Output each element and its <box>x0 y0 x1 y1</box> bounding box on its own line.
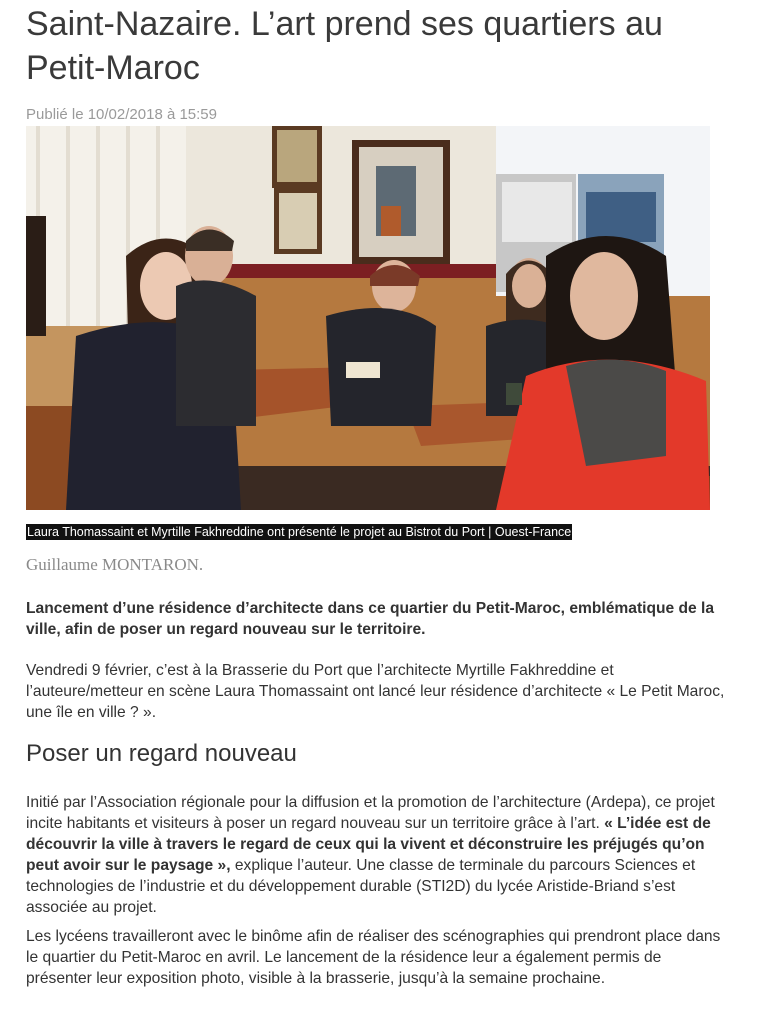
paragraph-2-end: explique l’auteur. Une classe de terminale du parcours Sciences et technologies de l’industrie et du développement durable (STI2D) du lycée Aristide-Briand s’est associée au projet. <box>26 857 696 916</box>
publish-date: Publié le 10/02/2018 à 15:59 <box>26 106 217 123</box>
author-name: Guillaume MONTARON. <box>26 555 204 574</box>
article-lead: Lancement d’une résidence d’architecte dans ce quartier du Petit-Maroc, emblématique de la ville, afin de poser un regard nouveau sur le territoire. <box>26 600 715 638</box>
photo-caption: Laura Thomassaint et Myrtille Fakhreddine ont présenté le projet au Bistrot du Port | Ouest-France <box>27 525 572 539</box>
paragraph-2-quote: « L’idée est de découvrir la ville à travers le regard de ceux qui la vivent et déconstruire les préjugés qu’on peut avoir sur le paysage », <box>26 815 711 874</box>
article-photo <box>26 126 710 510</box>
paragraph-2 <box>26 792 726 918</box>
paragraph-2-start: Initié par l’Association régionale pour la diffusion et la promotion de l’architecture (Ardepa), ce projet incite habitants et visiteurs à poser un regard nouveau sur un territoire grâce à l’art. <box>26 794 715 832</box>
paragraph-3: Les lycéens travailleront avec le binôme afin de réaliser des scénographies qui prendront place dans le quartier du Petit-Maroc en avril. Le lancement de la résidence leur a également permis de présenter leur exposition photo, visible à la brasserie, jusqu’à la semaine prochaine. <box>26 928 721 987</box>
paragraph-1: Vendredi 9 février, c’est à la Brasserie du Port que l’architecte Myrtille Fakhreddine et l’auteure/metteur en scène Laura Thomassaint ont lancé leur résidence d’architecte « Le Petit Maroc, une île en ville ? ». <box>26 662 725 721</box>
subheading: Poser un regard nouveau <box>26 740 297 767</box>
article-title: Saint-Nazaire. L’art prend ses quartiers au Petit-Maroc <box>26 5 663 87</box>
